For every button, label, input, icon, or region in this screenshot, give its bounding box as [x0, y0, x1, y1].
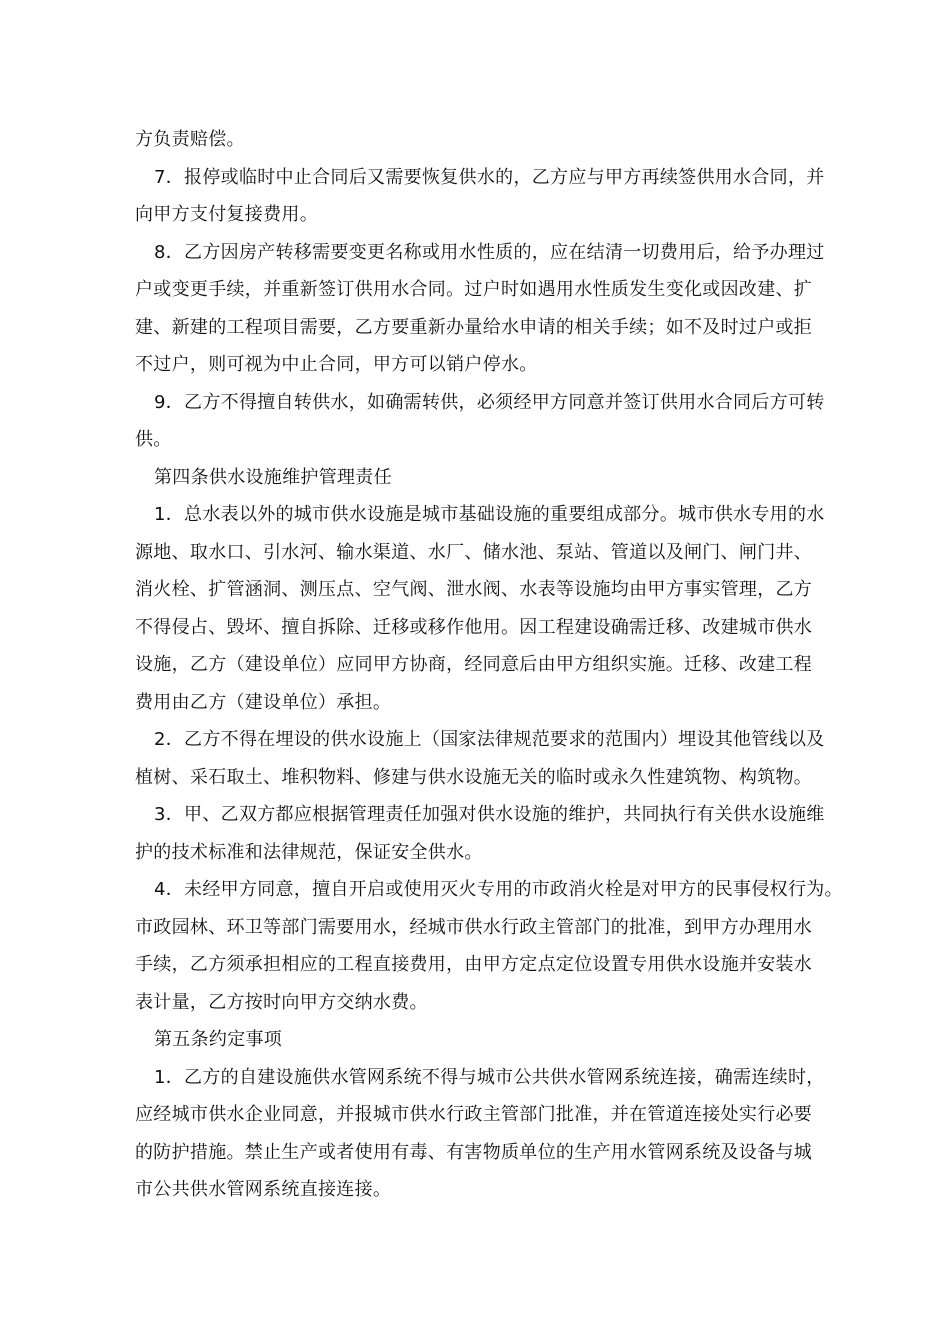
paragraph-item-8 [116, 234, 838, 384]
paragraph-article-5-item-1 [116, 1059, 838, 1209]
text-line: 方负责赔偿。 [135, 129, 245, 150]
text-line: 2．乙方不得在埋设的供水设施上（国家法律规范要求的范围内）埋设其他管线以及 [154, 729, 825, 750]
section-heading-article-4 [116, 459, 838, 497]
text-line: 市政园林、环卫等部门需要用水，经城市供水行政主管部门的批准，到甲方办理用水 [135, 916, 813, 938]
section-heading: 第四条供水设施维护管理责任 [154, 466, 392, 488]
paragraph-continuation [116, 121, 838, 159]
text-line: 7．报停或临时中止合同后又需要恢复供水的，乙方应与甲方再续签供用水合同，并 [154, 166, 825, 188]
text-line: 手续，乙方须承担相应的工程直接费用，由甲方定点定位设置专用供水设施并安装水 [135, 954, 813, 975]
text-line: 消火栓、扩管涵洞、测压点、空气阀、泄水阀、水表等设施均由甲方事实管理，乙方 [135, 579, 813, 600]
text-line: 户或变更手续，并重新签订供用水合同。过户时如遇用水性质发生变化或因改建、扩 [135, 279, 813, 300]
text-line: 1．总水表以外的城市供水设施是城市基础设施的重要组成部分。城市供水专用的水 [154, 504, 825, 525]
text-line: 费用由乙方（建设单位）承担。 [135, 691, 392, 713]
text-line: 的防护措施。禁止生产或者使用有毒、有害物质单位的生产用水管网系统及设备与城 [135, 1141, 813, 1163]
paragraph-article-4-item-3 [116, 796, 838, 871]
text-line: 8．乙方因房产转移需要变更名称或用水性质的，应在结清一切费用后，给予办理过 [154, 241, 825, 263]
text-line: 市公共供水管网系统直接连接。 [135, 1179, 392, 1200]
text-line: 设施，乙方（建设单位）应同甲方协商，经同意后由甲方组织实施。迁移、改建工程 [135, 654, 813, 675]
text-line: 植树、采石取土、堆积物料、修建与供水设施无关的临时或永久性建筑物、构筑物。 [135, 766, 813, 788]
text-line: 表计量，乙方按时向甲方交纳水费。 [135, 991, 428, 1013]
text-line: 源地、取水口、引水河、输水渠道、水厂、储水池、泵站、管道以及闸门、闸门井、 [135, 541, 813, 563]
text-line: 不得侵占、毁坏、擅自拆除、迁移或移作他用。因工程建设确需迁移、改建城市供水 [135, 616, 813, 638]
text-line: 9．乙方不得擅自转供水，如确需转供，必须经甲方同意并签订供用水合同后方可转 [154, 391, 825, 413]
text-line: 供。 [135, 429, 172, 450]
section-heading-article-5 [116, 1021, 838, 1059]
paragraph-article-4-item-2 [116, 721, 838, 796]
text-line: 3．甲、乙双方都应根据管理责任加强对供水设施的维护，共同执行有关供水设施维 [154, 804, 825, 825]
text-line: 不过户，则可视为中止合同，甲方可以销户停水。 [135, 354, 538, 375]
text-line: 4．未经甲方同意，擅自开启或使用灭火专用的市政消火栓是对甲方的民事侵权行为。 [154, 879, 843, 900]
text-line: 应经城市供水企业同意，并报城市供水行政主管部门批准，并在管道连接处实行必要 [135, 1104, 813, 1125]
text-line: 建、新建的工程项目需要，乙方要重新办量给水申请的相关手续；如不及时过户或拒 [135, 316, 813, 338]
paragraph-item-7 [116, 159, 838, 234]
text-line: 1．乙方的自建设施供水管网系统不得与城市公共供水管网系统连接，确需连续时， [154, 1066, 825, 1088]
paragraph-article-4-item-1 [116, 496, 838, 721]
paragraph-article-4-item-4 [116, 871, 843, 1021]
document-page [116, 121, 843, 1209]
text-line: 向甲方支付复接费用。 [135, 204, 318, 225]
paragraph-item-9 [116, 384, 838, 459]
section-heading: 第五条约定事项 [154, 1029, 283, 1050]
text-line: 护的技术标准和法律规范，保证安全供水。 [135, 841, 483, 863]
